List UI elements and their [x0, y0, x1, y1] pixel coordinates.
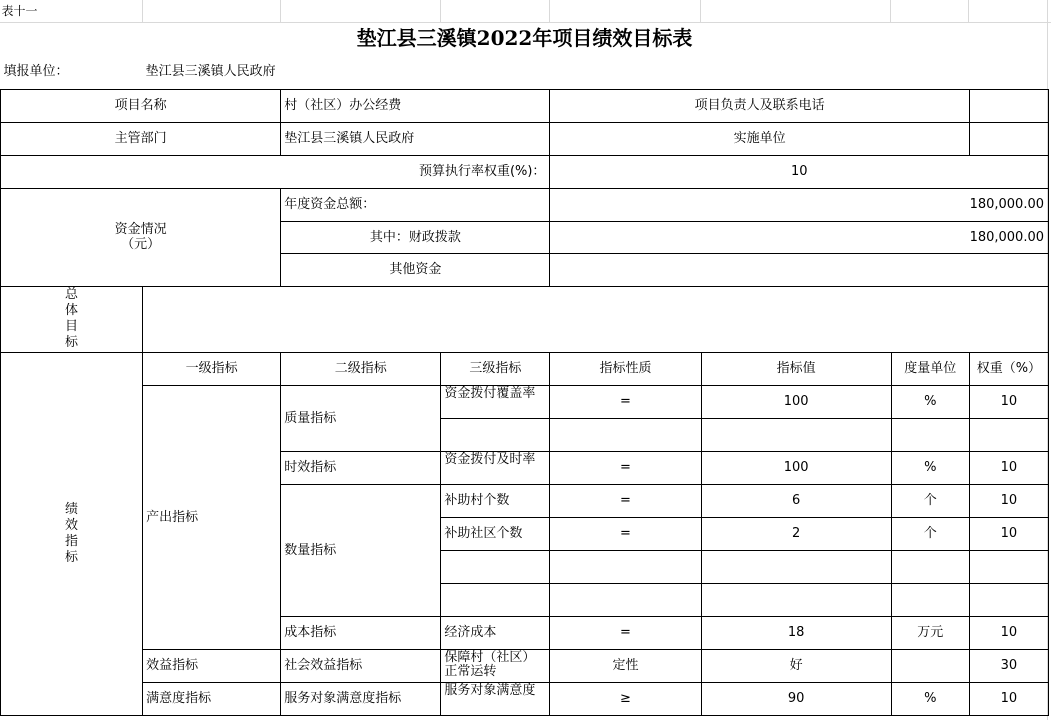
table-cell-unit[interactable]: [891, 418, 969, 451]
table-cell-nature[interactable]: ≥: [550, 682, 701, 715]
level2-cost: 成本指标: [281, 616, 441, 649]
indicators-group-label: 绩效指标: [1, 352, 143, 715]
table-cell-unit[interactable]: %: [891, 682, 969, 715]
table-cell-weight[interactable]: 30: [969, 649, 1048, 682]
table-cell-weight[interactable]: [969, 550, 1048, 583]
table-cell-l3[interactable]: [441, 418, 550, 451]
table-cell-l3[interactable]: [441, 550, 550, 583]
project-contact-value[interactable]: [969, 89, 1048, 122]
other-funds-label: 其他资金: [281, 253, 550, 286]
project-name-label: 项目名称: [1, 89, 281, 122]
table-cell-unit[interactable]: 个: [891, 517, 969, 550]
table-cell-unit[interactable]: %: [891, 451, 969, 484]
annual-total-label: 年度资金总额：: [281, 188, 550, 221]
impl-unit-label: 实施单位: [550, 122, 969, 155]
table-cell-value[interactable]: 18: [701, 616, 891, 649]
annual-total-value[interactable]: 180,000.00: [550, 188, 1049, 221]
table-cell-l3[interactable]: 服务对象满意度: [441, 682, 550, 715]
budget-rate-value[interactable]: 10: [550, 155, 1049, 188]
table-cell-weight[interactable]: 10: [969, 682, 1048, 715]
level1-benefit: 效益指标: [143, 649, 281, 682]
table-cell-unit[interactable]: 个: [891, 484, 969, 517]
level2-service: 服务对象满意度指标: [281, 682, 441, 715]
table-cell-l3[interactable]: 补助村个数: [441, 484, 550, 517]
table-cell-nature[interactable]: =: [550, 385, 701, 418]
fiscal-funds-value[interactable]: 180,000.00: [550, 221, 1049, 253]
other-funds-value[interactable]: [550, 253, 1049, 286]
level2-timeliness: 时效指标: [281, 451, 441, 484]
table-cell-weight[interactable]: 10: [969, 451, 1048, 484]
level2-quality: 质量指标: [281, 385, 441, 451]
budget-rate-label: 预算执行率权重(%)：: [1, 155, 550, 188]
table-cell-value[interactable]: 6: [701, 484, 891, 517]
header-level3: 三级指标: [441, 352, 550, 385]
table-cell-nature[interactable]: [550, 550, 701, 583]
table-cell-unit[interactable]: [891, 583, 969, 616]
table-cell-value[interactable]: 100: [701, 451, 891, 484]
header-nature: 指标性质: [550, 352, 701, 385]
project-contact-label: 项目负责人及联系电话: [550, 89, 969, 122]
table-cell-l3[interactable]: 资金拨付及时率: [441, 451, 550, 484]
table-cell-nature[interactable]: 定性: [550, 649, 701, 682]
table-cell-l3[interactable]: 资金拨付覆盖率: [441, 385, 550, 418]
table-cell-value[interactable]: 90: [701, 682, 891, 715]
table-cell-value[interactable]: 2: [701, 517, 891, 550]
fiscal-funds-label: 其中：财政拨款: [281, 221, 550, 253]
table-cell-unit[interactable]: 万元: [891, 616, 969, 649]
level1-output: 产出指标: [143, 385, 281, 649]
table-cell-value[interactable]: [701, 550, 891, 583]
header-weight: 权重（%）: [969, 352, 1048, 385]
table-cell-unit[interactable]: [891, 550, 969, 583]
dept-label: 主管部门: [1, 122, 281, 155]
table-cell-weight[interactable]: 10: [969, 484, 1048, 517]
table-cell-l3[interactable]: 补助社区个数: [441, 517, 550, 550]
project-name-value[interactable]: 村（社区）办公经费: [281, 89, 550, 122]
table-cell-nature[interactable]: =: [550, 451, 701, 484]
table-cell-value[interactable]: 100: [701, 385, 891, 418]
overall-goal-value[interactable]: [143, 286, 1049, 352]
table-cell-weight[interactable]: 10: [969, 517, 1048, 550]
sheet-corner-label: 表十一: [1, 3, 38, 18]
header-level1: 一级指标: [143, 352, 281, 385]
table-cell-nature[interactable]: =: [550, 517, 701, 550]
page-title: 垫江县三溪镇2022年项目绩效目标表: [356, 26, 693, 50]
level1-satisfaction: 满意度指标: [143, 682, 281, 715]
table-cell-nature[interactable]: =: [550, 484, 701, 517]
fill-unit-label: 填报单位：: [3, 64, 69, 80]
table-cell-l3[interactable]: 经济成本: [441, 616, 550, 649]
table-cell-l3[interactable]: [441, 583, 550, 616]
table-cell-unit[interactable]: %: [891, 385, 969, 418]
table-cell-nature[interactable]: [550, 418, 701, 451]
fill-unit-value: 垫江县三溪镇人民政府: [145, 64, 276, 80]
header-level2: 二级指标: [281, 352, 441, 385]
table-cell-weight[interactable]: 10: [969, 616, 1048, 649]
funds-label-text: 资金情况 （元）: [114, 222, 167, 252]
table-cell-value[interactable]: 好: [701, 649, 891, 682]
level2-quantity: 数量指标: [281, 484, 441, 616]
table-cell-nature[interactable]: =: [550, 616, 701, 649]
table-cell-weight[interactable]: [969, 418, 1048, 451]
table-cell-weight[interactable]: [969, 583, 1048, 616]
dept-value[interactable]: 垫江县三溪镇人民政府: [281, 122, 550, 155]
table-cell-nature[interactable]: [550, 583, 701, 616]
table-cell-value[interactable]: [701, 583, 891, 616]
table-cell-weight[interactable]: 10: [969, 385, 1048, 418]
table-cell-unit[interactable]: [891, 649, 969, 682]
level2-social: 社会效益指标: [281, 649, 441, 682]
funds-label: [1, 188, 281, 286]
table-cell-value[interactable]: [701, 418, 891, 451]
impl-unit-value[interactable]: [969, 122, 1048, 155]
header-value: 指标值: [701, 352, 891, 385]
table-cell-l3[interactable]: 保障村（社区）正常运转: [441, 649, 550, 682]
header-unit: 度量单位: [891, 352, 969, 385]
overall-goal-label: 总体目标: [1, 286, 143, 352]
